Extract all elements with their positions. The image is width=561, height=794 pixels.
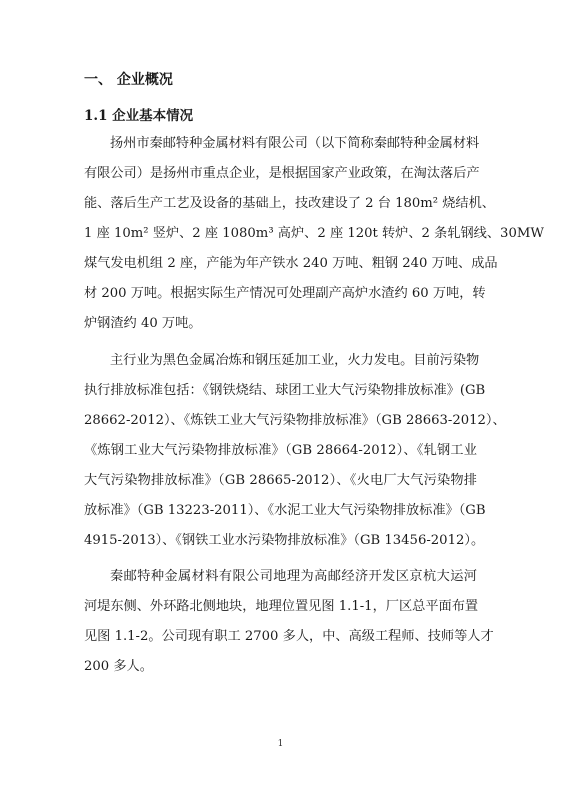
paragraph-line: 能、落后生产工艺及设备的基础上，技改建设了 2 台 180m² 烧结机、	[84, 196, 495, 211]
paragraph-line: 有限公司）是扬州市重点企业，是根据国家产业政策，在淘汰落后产	[84, 166, 480, 181]
page-number: 1	[277, 739, 284, 749]
paragraph-line: 放标准》（GB 13223-2011）、《水泥工业大气污染物排放标准》（GB	[84, 503, 486, 518]
paragraph-line: 大气污染物排放标准》（GB 28665-2012）、《火电厂大气污染物排	[84, 473, 477, 488]
paragraph-line: 煤气发电机组 2 座，产能为年产铁水 240 万吨、粗钢 240 万吨、成品	[84, 256, 498, 271]
paragraph-line: 扬州市秦邮特种金属材料有限公司（以下简称秦邮特种金属材料	[110, 136, 480, 151]
paragraph-line: 材 200 万吨。根据实际生产情况可处理副产高炉水渣约 60 万吨，转	[84, 286, 486, 301]
paragraph-line: 执行排放标准包括：《钢铁烧结、球团工业大气污染物排放标准》(GB	[84, 383, 486, 398]
paragraph-line: 《炼钢工业大气污染物排放标准》（GB 28664-2012）、《轧钢工业	[84, 443, 477, 458]
paragraph-line: 1 座 10m² 竖炉、2 座 1080m³ 高炉、2 座 120t 转炉、2 条轧钢线、30MW	[84, 226, 544, 241]
paragraph-line: 秦邮特种金属材料有限公司地理为高邮经济开发区京杭大运河	[110, 569, 477, 584]
subsection-heading: 1.1 企业基本情况	[84, 108, 194, 124]
paragraph-line: 28662-2012）、《炼铁工业大气污染物排放标准》（GB 28663-2012）、	[84, 413, 506, 428]
paragraph-line: 见图 1.1-2。公司现有职工 2700 多人，中、高级工程师、技师等人才	[84, 629, 494, 644]
paragraph-line: 4915-2013）、《钢铁工业水污染物排放标准》（GB 13456-2012）。	[84, 533, 485, 548]
paragraph-line: 200 多人。	[84, 659, 153, 674]
section-heading: 一、 企业概况	[84, 72, 173, 88]
paragraph-line: 炉钢渣约 40 万吨。	[84, 316, 202, 331]
paragraph-line: 主行业为黑色金属冶炼和钢压延加工业，火力发电。目前污染物	[110, 353, 480, 368]
paragraph-line: 河堤东侧、外环路北侧地块，地理位置见图 1.1-1，厂区总平面布置	[84, 599, 479, 614]
